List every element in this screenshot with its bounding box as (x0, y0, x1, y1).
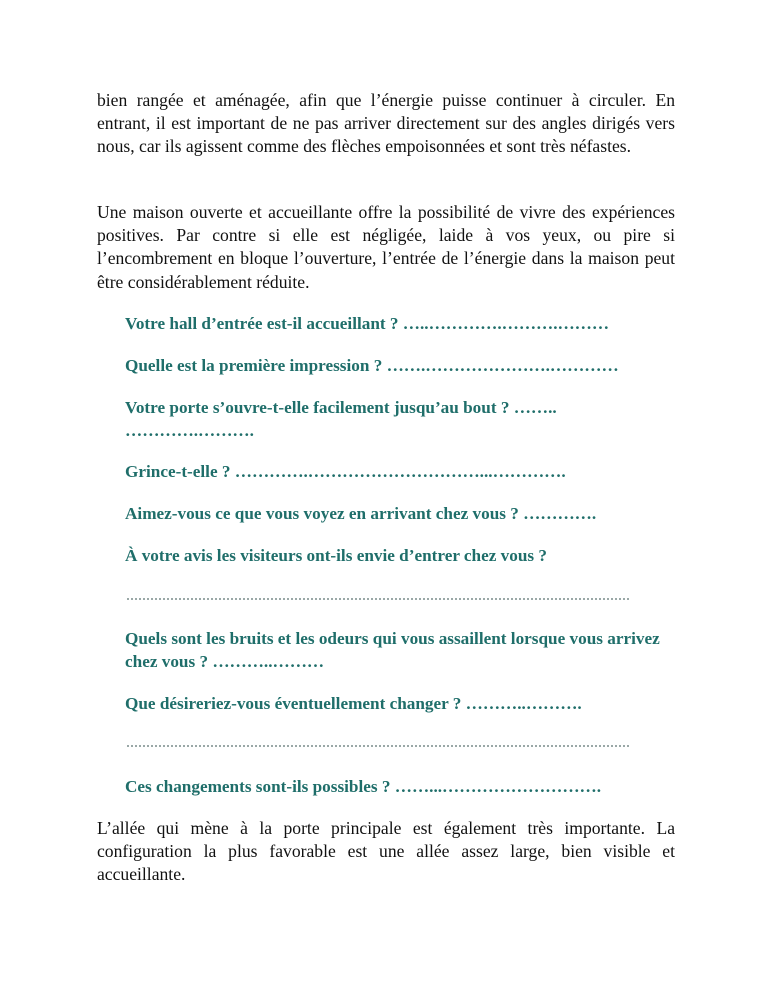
question-porte-ouverture: Votre porte s’ouvre-t-elle facilement jusqu’au bout ? …….. ………….………. (125, 398, 557, 440)
question-changer: Que désireriez-vous éventuellement changer ? ………..………. (125, 694, 582, 713)
question-grince: Grince-t-elle ? ………….…………………………...…………. (125, 462, 566, 481)
paragraph-second: Une maison ouverte et accueillante offre la possibilité de vivre des expériences positives. Par contre si elle est négligée, laide à vos yeux, ou pire si l’encombrement en bloque l’ouverture, l’entrée de l’énergie dans la maison peut être considérablement réduite. (97, 202, 675, 292)
question-premiere-impression: Quelle est la première impression ? …….………………….………… (125, 356, 619, 375)
question-hall-entree: Votre hall d’entrée est-il accueillant ? …..………….……….……… (125, 314, 610, 333)
paragraph-intro: bien rangée et aménagée, afin que l’énergie puisse continuer à circuler. En entrant, il est important de ne pas arriver directement sur des angles dirigés vers nous, car ils agissent comme des flèches empoisonnées et sont très néfastes. (97, 90, 675, 157)
dotted-answer-line (127, 745, 629, 750)
question-changements-possibles: Ces changements sont-ils possibles ? ……...………………………. (125, 777, 602, 796)
dotted-answer-line (127, 598, 629, 603)
paragraph-closing: L’allée qui mène à la porte principale est également très importante. La configuration la plus favorable est une allée assez large, bien visible et accueillante. (97, 818, 675, 885)
question-aimez-vous: Aimez-vous ce que vous voyez en arrivant chez vous ? …………. (125, 504, 597, 523)
question-visiteurs: À votre avis les visiteurs ont-ils envie d’entrer chez vous ? (125, 546, 547, 565)
question-bruits-odeurs: Quels sont les bruits et les odeurs qui vous assaillent lorsque vous arrivez chez vous ? ………..……… (125, 629, 665, 671)
